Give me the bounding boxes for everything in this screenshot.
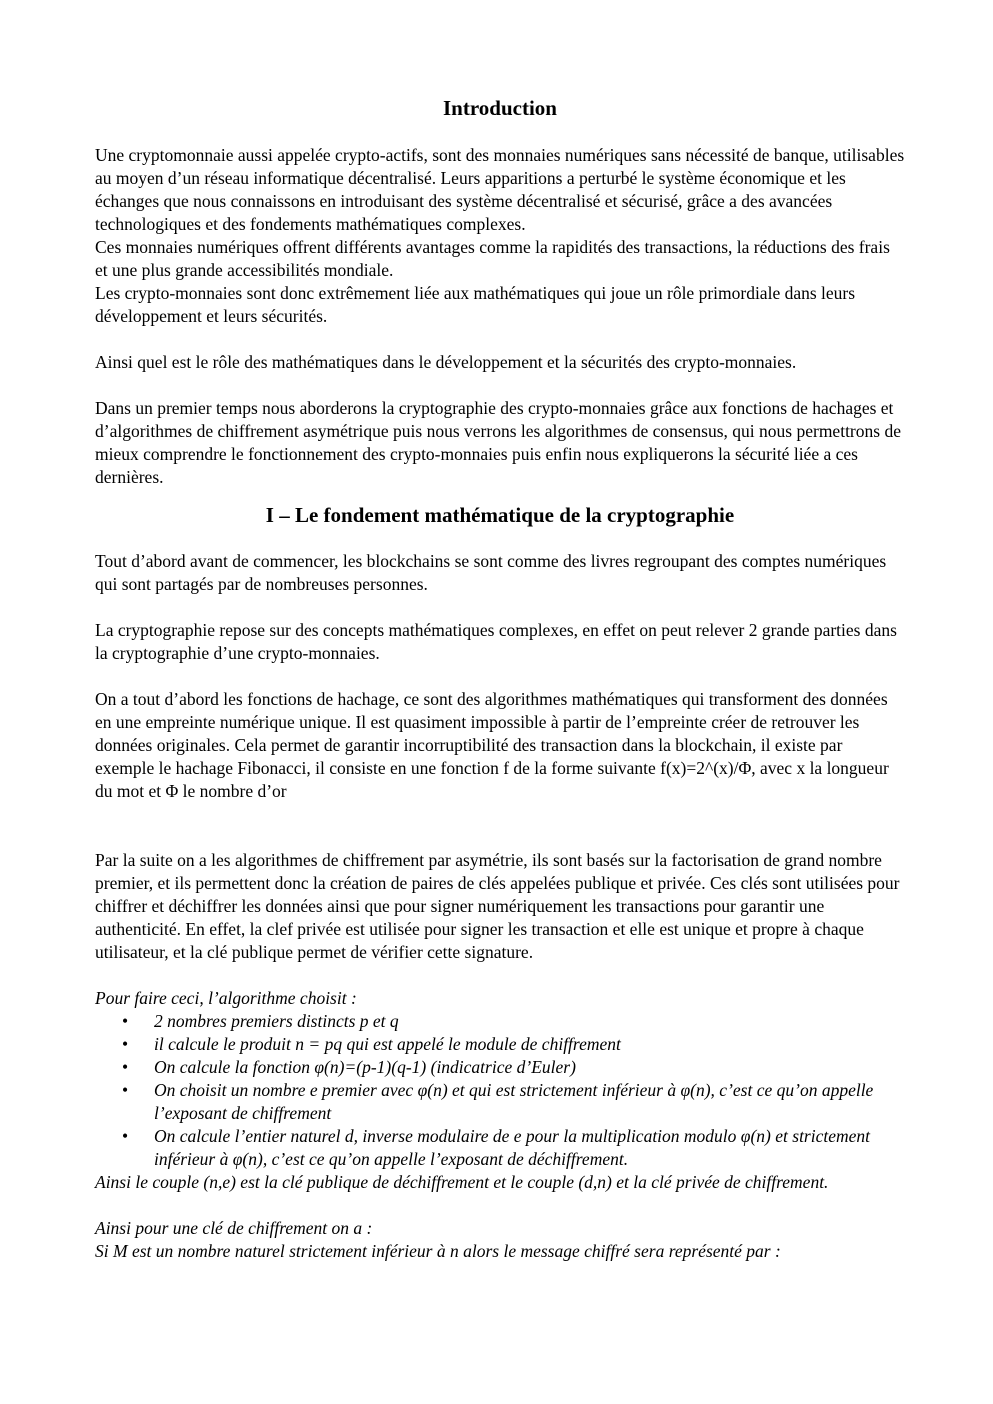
bullet-icon: •	[122, 1080, 129, 1100]
algorithm-steps-list	[95, 1010, 905, 1171]
section-1-paragraph-2: La cryptographie repose sur des concepts mathématiques complexes, en effet on peut relever 2 grande parties dans la cryptographie d’une crypto-monnaies.	[95, 620, 897, 663]
list-item-text: 2 nombres premiers distincts p et q	[154, 1011, 399, 1031]
list-item-text: On choisit un nombre e premier avec φ(n) et qui est strictement inférieur à φ(n), c’est ce qu’on appelle l’exposant de chiffrement	[154, 1080, 874, 1123]
bullet-icon: •	[122, 1011, 129, 1031]
spacer	[95, 328, 905, 351]
list-item	[95, 1079, 905, 1125]
bullet-icon: •	[122, 1057, 129, 1077]
intro-problematic: Ainsi quel est le rôle des mathématiques dans le développement et la sécurités des crypto-monnaies.	[95, 352, 797, 372]
spacer	[95, 374, 905, 397]
intro-title: Introduction	[443, 96, 557, 120]
list-item-text: On calcule l’entier naturel d, inverse modulaire de e pour la multiplication modulo φ(n) et strictement inférieur à φ(n), c’est ce qu’on appelle l’exposant de déchiffrement.	[154, 1126, 871, 1169]
key-intro: Ainsi pour une clé de chiffrement on a :	[95, 1218, 373, 1238]
bullet-icon: •	[122, 1034, 129, 1054]
list-item-text: On calcule la fonction φ(n)=(p-1)(q-1) (indicatrice d’Euler)	[154, 1057, 576, 1077]
bullet-icon: •	[122, 1126, 129, 1146]
intro-paragraph-2: Ces monnaies numériques offrent différents avantages comme la rapidités des transactions, la réductions des frais et une plus grande accessibilités mondiale.	[95, 237, 890, 280]
list-item	[95, 1010, 905, 1033]
list-item	[95, 1125, 905, 1171]
spacer	[95, 803, 905, 826]
section-1-paragraph-4: Par la suite on a les algorithmes de chiffrement par asymétrie, ils sont basés sur la factorisation de grand nombre premier, et ils permettent donc la création de paires de clés appelées publique et privée. Ces clés sont utilisées pour chiffrer et déchiffrer les données ainsi que pour signer numériquement les transactions pour garantir une authenticité. En effet, la clef privée est utilisée pour signer les transaction et elle est unique et propre à chaque utilisateur, et la clé publique permet de vérifier cette signature.	[95, 850, 900, 962]
list-item	[95, 1056, 905, 1079]
document-page	[95, 94, 905, 1263]
spacer	[95, 826, 905, 849]
spacer	[95, 665, 905, 688]
intro-paragraph-1: Une cryptomonnaie aussi appelée crypto-actifs, sont des monnaies numériques sans nécessité de banque, utilisables au moyen d’un réseau informatique décentralisé. Leurs apparitions a perturbé le système économique et les échanges que nous connaissons en introduisant des système décentralisé et sécurisé, grâce a des avancées technologiques et des fondements mathématiques complexes.	[95, 145, 905, 234]
intro-paragraph-3: Les crypto-monnaies sont donc extrêmement liée aux mathématiques qui joue un rôle primordiale dans leurs développement et leurs sécurités.	[95, 283, 856, 326]
list-item-text: il calcule le produit n = pq qui est appelé le module de chiffrement	[154, 1034, 621, 1054]
algorithm-intro: Pour faire ceci, l’algorithme choisit :	[95, 988, 357, 1008]
list-item	[95, 1033, 905, 1056]
section-1-title: I – Le fondement mathématique de la cryptographie	[265, 503, 735, 527]
spacer	[95, 596, 905, 619]
key-line: Si M est un nombre naturel strictement inférieur à n alors le message chiffré sera représenté par :	[95, 1241, 781, 1261]
section-1-paragraph-1: Tout d’abord avant de commencer, les blockchains se sont comme des livres regroupant des comptes numériques qui sont partagés par de nombreuses personnes.	[95, 551, 887, 594]
intro-plan: Dans un premier temps nous aborderons la cryptographie des crypto-monnaies grâce aux fonctions de hachages et d’algorithmes de chiffrement asymétrique puis nous verrons les algorithmes de consensus, qui nous permettrons de mieux comprendre le fonctionnement des crypto-monnaies puis enfin nous expliquerons la sécurité liée a ces dernières.	[95, 398, 901, 487]
spacer	[95, 964, 905, 987]
spacer	[95, 1194, 905, 1217]
algorithm-conclusion: Ainsi le couple (n,e) est la clé publique de déchiffrement et le couple (d,n) et la clé privée de chiffrement.	[95, 1172, 829, 1192]
section-1-paragraph-3: On a tout d’abord les fonctions de hachage, ce sont des algorithmes mathématiques qui transforment des données en une empreinte numérique unique. Il est quasiment impossible à partir de l’empreinte créer de retrouver les données originales. Cela permet de garantir incorruptibilité des transaction dans la blockchain, il existe par exemple le hachage Fibonacci, il consiste en une fonction f de la forme suivante f(x)=2^(x)/Φ, avec x la longueur du mot et Φ le nombre d’or	[95, 689, 889, 801]
spacer	[95, 489, 905, 501]
